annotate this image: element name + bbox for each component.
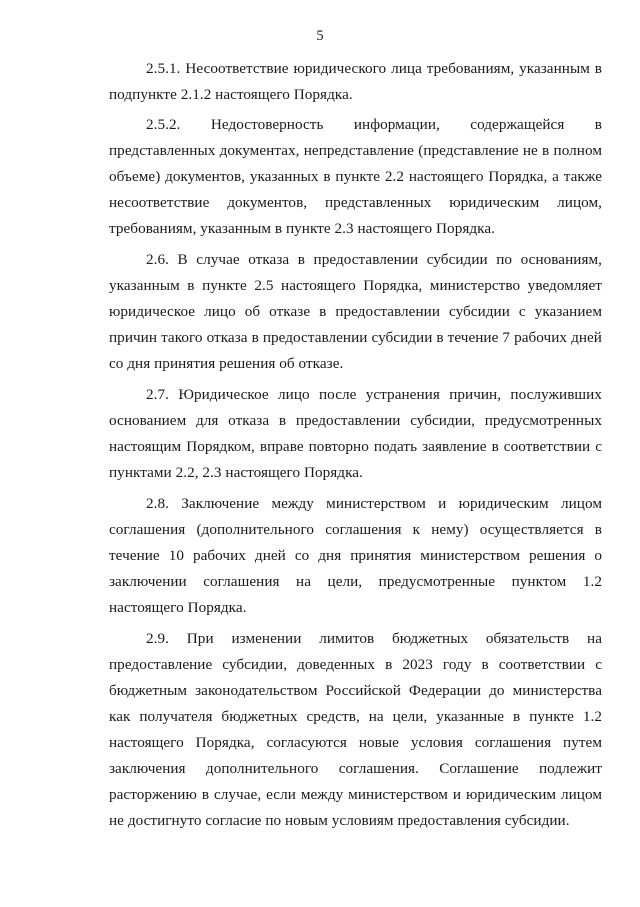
- paragraph-2-8: 2.8. Заключение между министерством и юридическим лицом соглашения (дополнительного соглашения к нему) осуществляется в течение 10 рабочих дней со дня принятия министерством решения о заключении соглашения на цели, предусмотренные пунктом 1.2 настоящего Порядка.: [109, 495, 602, 616]
- paragraph-2-7: 2.7. Юридическое лицо после устранения причин, послуживших основанием для отказа в предоставлении субсидии, предусмотренных настоящим Порядком, вправе повторно подать заявление в соответствии с пунктами 2.2, 2.3 настоящего Порядка.: [109, 386, 602, 481]
- paragraph-2-6: 2.6. В случае отказа в предоставлении субсидии по основаниям, указанным в пункте 2.5 настоящего Порядка, министерство уведомляет юридическое лицо об отказе в предоставлении субсидии с указанием причин такого отказа в предоставлении субсидии в течение 7 рабочих дней со дня принятия решения об отказе.: [109, 251, 602, 372]
- paragraph-2-5-2: 2.5.2. Недостоверность информации, содержащейся в представленных документах, непредставление (представление не в полном объеме) документов, указанных в пункте 2.2 настоящего Порядка, а также несоответствие документов, представленных юридическим лицом, требованиям, указанным в пункте 2.3 настоящего Порядка.: [109, 116, 602, 237]
- page-number: 5: [316, 28, 324, 44]
- document-body: [109, 56, 602, 834]
- paragraph-2-5-1: 2.5.1. Несоответствие юридического лица требованиям, указанным в подпункте 2.1.2 настоящего Порядка.: [109, 60, 602, 103]
- paragraph-2-9: 2.9. При изменении лимитов бюджетных обязательств на предоставление субсидии, доведенных в 2023 году в соответствии с бюджетным законодательством Российской Федерации до министерства как получателя бюджетных средств, на цели, указанные в пункте 1.2 настоящего Порядка, согласуются новые условия соглашения путем заключения дополнительного соглашения. Соглашение подлежит расторжению в случае, если между министерством и юридическим лицом не достигнуто согласие по новым условиям предоставления субсидии.: [109, 630, 602, 829]
